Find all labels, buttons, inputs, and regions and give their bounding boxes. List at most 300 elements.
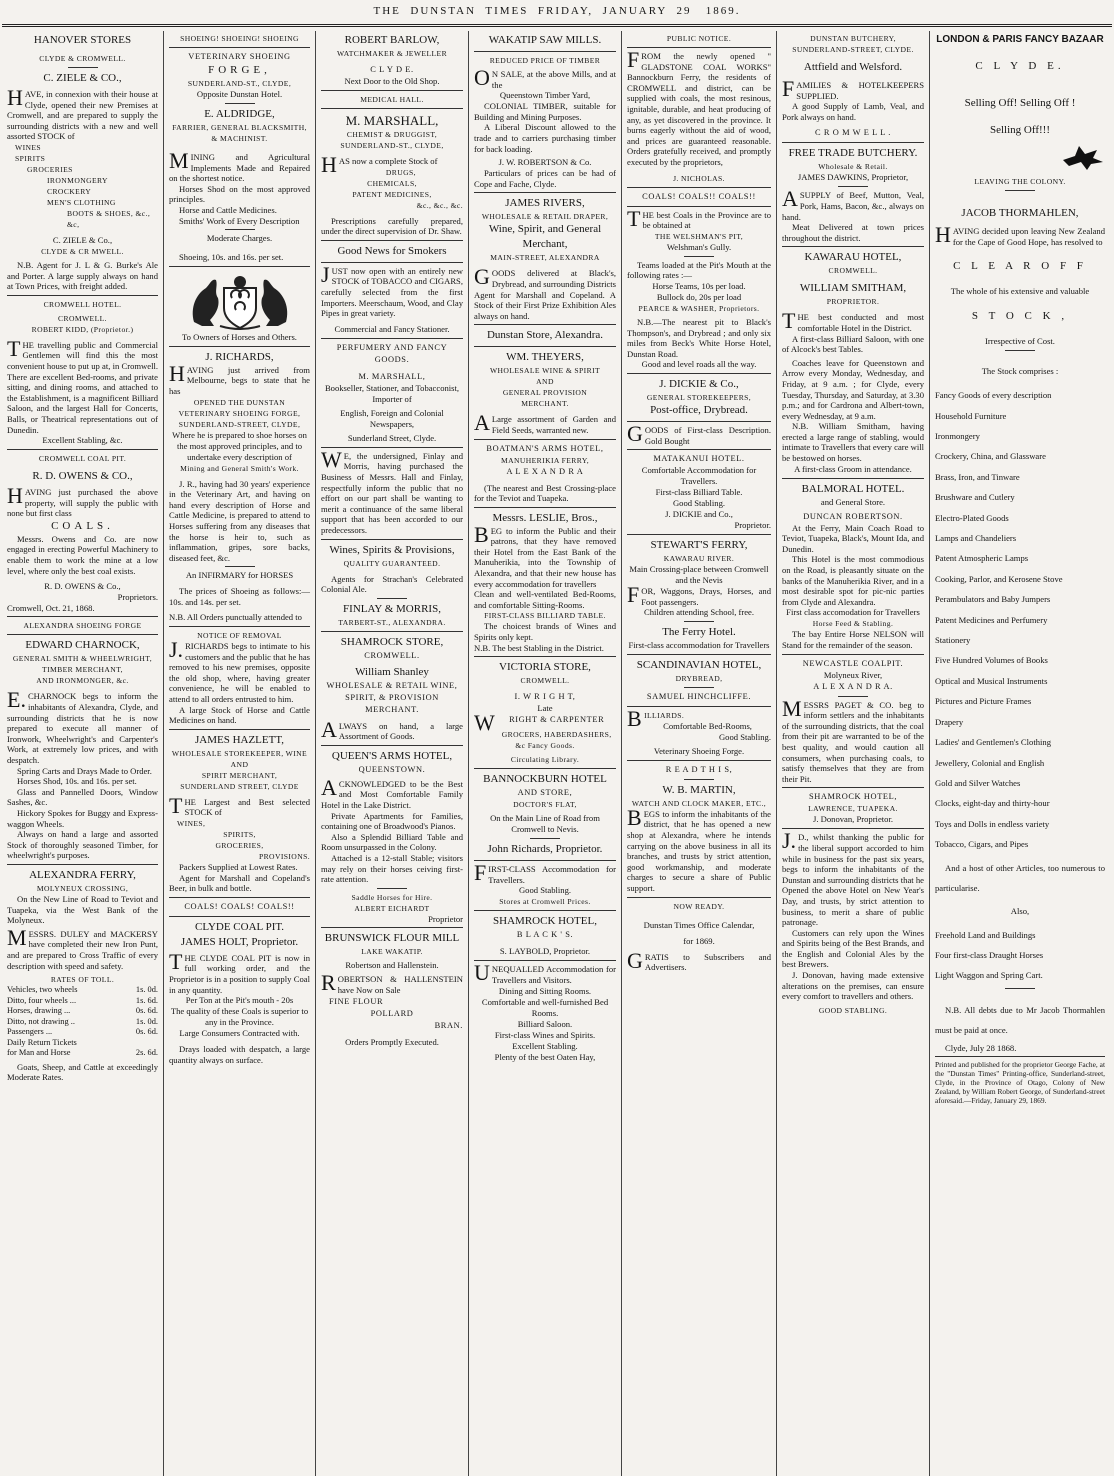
vet-forge: FORGE, xyxy=(208,64,271,76)
owens-coals: COALS. xyxy=(51,519,114,532)
list-item: Five Hundred Volumes of Books xyxy=(935,655,1048,666)
wines-agents: Agents for Strachan's Celebrated Colonial Ale. xyxy=(321,573,463,595)
pit-quality: The quality of these Coals is superior to any in the Province. xyxy=(170,1006,309,1028)
marshall-street: SUNDERLAND-ST., CLYDE, xyxy=(340,141,444,150)
freehold: Freehold Land and Buildings xyxy=(935,929,1036,940)
aldridge-trade: FARRIER, GENERAL BLACKSMITH, & MACHINIST. xyxy=(172,123,307,143)
column-6 xyxy=(777,31,930,1476)
ziele-item: MEN'S CLOTHING xyxy=(47,197,116,207)
richards-street: SUNDERLAND-STREET, CLYDE, xyxy=(178,419,301,429)
tolls-table xyxy=(7,985,158,1059)
hazlett-and: AND xyxy=(230,759,249,769)
list-item: Ironmongery xyxy=(935,431,980,441)
theyers-body: ALarge assortment of Garden and Field Seeds, warranted new. xyxy=(474,410,616,436)
queens-billiard: Also a Splendid Billiard Table and Room unsurpassed in the Colony. xyxy=(321,831,463,853)
brunswick-item: FINE FLOUR xyxy=(329,996,384,1006)
hazlett-name: JAMES HAZLETT, xyxy=(194,733,284,746)
wright-late: Late xyxy=(537,703,553,714)
cromwell-hotel-stabling: Excellent Stabling, &c. xyxy=(42,435,123,446)
shamrock-store: SHAMROCK STORE, xyxy=(340,635,444,648)
attfield: Attfield and Welsford. xyxy=(803,61,903,73)
barlow-next: Next Door to the Old Shop. xyxy=(344,76,440,86)
charnock-body: E.CHARNOCK begs to inform the inhabitants of Alexandra, Clyde, and surrounding districts that he is now prepared to execute all manner of Ironwork, Wheelwright's and Carpenter's Work, at extremely low prices, and with despatch. xyxy=(7,687,158,765)
richards-exp: J. R., having had 30 years' experience in the Veterinary Art, and having on hand every description of Horse and Cattle Medicine, is prepared to attend to Horses suffering from any diseases that the horse is heir to, such as inflammation, gripes, sore backs, diseased feet, &c. xyxy=(169,478,310,563)
leslie-rooms: Clean and well-ventilated Bed-Rooms, and comfortable Sitting-Rooms. xyxy=(474,589,616,610)
stewarts-body: Main Crossing-place between Cromwell and the Nevis xyxy=(629,564,769,586)
laybold-body: UNEQUALLED Accommodation for Travellers and Visitors. xyxy=(474,960,616,986)
list-item: Fancy Goods of every description xyxy=(935,390,1052,401)
list-item: Clocks, eight-day and thirty-hour xyxy=(935,798,1050,809)
masthead: THE DUNSTAN TIMES FRIDAY, JANUARY 29 1869. xyxy=(2,0,1112,27)
toll-row: Daily Return Tickets xyxy=(7,1037,77,1047)
owens-sign: R. D. OWENS & Co., xyxy=(44,581,121,592)
duncan-accom: First class accomodation for Travellers xyxy=(786,607,920,618)
dawkins: JAMES DAWKINS, Proprietor, xyxy=(797,172,909,183)
now-ready: NOW READY. xyxy=(673,901,725,911)
boatmans-town: A L E X A N D R A xyxy=(506,466,584,476)
bookseller: Bookseller, Stationer, and Tobacconist, Importer of xyxy=(324,382,460,404)
charnock-hickory: Hickory Spokes for Buggy and Express-waggon Wheels. xyxy=(7,807,158,829)
leslie-wines: The choicest brands of Wines and Spirits only kept. xyxy=(474,621,616,643)
ziele-sign-town: CLYDE & CR MWELL. xyxy=(41,246,124,256)
smitham-prop: PROPRIETOR. xyxy=(826,297,880,307)
ferry-hotel-body: First-class accommodation for Travellers xyxy=(628,640,770,651)
ferry-hotel: The Ferry Hotel. xyxy=(662,626,736,639)
matakanui-body: Comfortable Accommodation for Travellers. xyxy=(641,465,757,487)
cromwell-hotel-body: THE travelling public and Commercial Gentlemen will find this the most convenient house to put up at, in Cromwell. There are excellent Bed-rooms, and private sitting, and dining rooms, and attached to the Establishment, is a magnificent Billiard Saloon, and the largest Hall for Concerts, Balls, or Theatrical representations out of Dunedin. xyxy=(7,335,158,435)
wright-trade: GROCERS, HABERDASHERS, &c Fancy Goods. xyxy=(501,730,612,751)
matakanui-billiard: First-class Billiard Table. xyxy=(655,487,743,498)
list-item: Crockery, China, and Glassware xyxy=(935,451,1046,462)
laybold-stabling: Excellent Stabling. xyxy=(512,1040,578,1051)
list-item: Brass, Iron, and Tinware xyxy=(935,471,1020,482)
ferry-sub: MOLYNEUX CROSSING, xyxy=(36,883,129,893)
list-item: Brushware and Cutlery xyxy=(935,492,1015,503)
jr-stabling: Good Stabling. xyxy=(518,885,572,896)
toll-row: Ditto, four wheels ... 1s. 6d. xyxy=(7,995,158,1005)
dunstan-store: Dunstan Store, Alexandra. xyxy=(486,329,604,342)
smokers-heading: Good News for Smokers xyxy=(337,244,447,257)
ziele-item: IRONMONGERY xyxy=(47,175,108,185)
richards-body2: Where he is prepared to shoe horses on the most approved principles, and to undertake every description of xyxy=(172,429,307,462)
vet-street: SUNDERLAND-ST., CLYDE, xyxy=(187,79,292,88)
rivers-street: MAIN-STREET, ALEXANDRA xyxy=(490,253,600,263)
thormahlen-body: HAVING decided upon leaving New Zealand for the Cape of Good Hope, has resolved to xyxy=(935,222,1105,247)
list-item: Patent Atmospheric Lamps xyxy=(935,553,1029,564)
notice-body: FROM the newly opened " GLADSTONE COAL WORKS" Bannockburn Ferry, the residents of CROMWELL and district, can be supplied with coals, the most resinous, ignitable, durable, and heat producing of any, as yet discovered in the province. It burns eagerly without the aid of wood, and prices are guaranteed reasonable. Orders gratefully received, and promptly executed by the proprietors, xyxy=(627,47,771,167)
vet-opposite: Opposite Dunstan Hotel. xyxy=(196,89,283,99)
sunderland: Sunderland Street, Clyde. xyxy=(347,432,437,443)
theyers-trade: WHOLESALE WINE & SPIRIT xyxy=(489,366,601,376)
smitham-coaches: Coaches leave for Queenstown and Arrow every Monday, Wednesday, and Friday, at 9 a.m. ; for Clyde, every Tuesday, Thursday, and Saturday, at 3.30 p.m.; and for Cardrona and Albert-town, every Wednesday, at 9 a.m. xyxy=(782,357,924,421)
laybold-wines: First-class Wines and Spirits. xyxy=(494,1029,596,1040)
molyneux: Molyneux River, xyxy=(823,669,883,680)
cromwell-hotel-town: CROMWELL. xyxy=(58,313,107,323)
laybold-prop: S. LAYBOLD, Proprietor. xyxy=(499,946,591,957)
smokers-body: JUST now open with an entirely new STOCK of TOBACCO and CIGARS, carefully selected from the first Importers. Meerschaum, Wood, and Clay Pipes in great variety. xyxy=(321,261,463,319)
robertson: Robertson and Hallenstein. xyxy=(345,960,439,971)
attfield-supply: A good Supply of Lamb, Veal, and Pork always on hand. xyxy=(782,101,924,122)
aldridge-shoeing: Shoeing, 10s. and 16s. per set. xyxy=(179,252,284,263)
dickie-name: J. DICKIE & Co., xyxy=(659,378,739,391)
charnock-timber: Always on hand a large and assorted Stock of thoroughly seasoned Timber, for wheelwright's purposes. xyxy=(7,829,158,861)
boatmans-title: BOATMAN'S ARMS HOTEL, xyxy=(486,443,604,453)
cromwell-6: C R O M W E L L . xyxy=(814,128,892,138)
ziele-body: HAVE, in connexion with their house at Clyde, opened their new Premises at Cromwell, and are prepared to supply the surrounding districts with a new and well assorted STOCK of xyxy=(7,85,158,142)
queens-body: ACKNOWLEDGED to be the Best and Most Comfortable Family Hotel in the Lake District. xyxy=(321,774,463,811)
dawkins-body: ASUPPLY of Beef, Mutton, Veal, Pork, Hams, Bacon, &c., always on hand. xyxy=(782,186,924,222)
removal-stock: A large Stock of Horse and Cattle Medicines on hand. xyxy=(169,704,310,726)
theyers-merch: MERCHANT. xyxy=(521,399,569,409)
shamrock-hotel-6: SHAMROCK HOTEL, xyxy=(808,792,898,802)
marshall2: M. MARSHALL, xyxy=(358,371,426,381)
marshall-body: HAS now a complete Stock of xyxy=(321,152,438,177)
jr-stores: Stores at Cromwell Prices. xyxy=(499,897,591,907)
duncan-nelson: The bay Entire Horse NELSON will Stand for the remainder of the season. xyxy=(782,629,924,650)
queens-apts: Private Apartments for Families, containing one of Broadwood's Pianos. xyxy=(321,810,463,832)
welshman-pit: THE WELSHMAN'S PIT, xyxy=(654,231,744,241)
richards-orders: N.B. All Orders punctually attended to xyxy=(169,612,302,623)
free-trade-sub: Wholesale & Retail. xyxy=(818,162,888,172)
smitham-billiard: A first-class Billiard Saloon, with one of Alcock's best Tables. xyxy=(782,333,924,355)
barlow-trade: WATCHMAKER & JEWELLER xyxy=(336,49,448,58)
list-item: Lamps and Chandeliers xyxy=(935,533,1017,544)
nicholas: J. NICHOLAS. xyxy=(673,173,725,183)
owners-heading: To Owners of Horses and Others. xyxy=(182,331,297,342)
pit-drays: Drays loaded with despatch, a large quantity always on surface. xyxy=(169,1044,310,1065)
infirmary: An INFIRMARY for HORSES xyxy=(185,570,294,581)
charnock-sub: AND IRONMONGER, &c. xyxy=(36,676,129,686)
smitham-groom: A first-class Groom in attendance. xyxy=(794,463,912,474)
barlow-name: ROBERT BARLOW, xyxy=(344,34,440,46)
laybold-rooms: Dining and Sitting Rooms. xyxy=(498,985,592,996)
coals-body: THE best Coals in the Province are to be obtained at xyxy=(627,205,771,231)
timber-heading: REDUCED PRICE OF TIMBER xyxy=(489,56,601,65)
teams-roads: Good and level roads all the way. xyxy=(641,359,757,370)
owens-heading: R. D. OWENS & CO., xyxy=(32,470,133,483)
teams-body: Teams loaded at the Pit's Mouth at the following rates :— xyxy=(627,259,771,281)
waggon: Light Waggon and Spring Cart. xyxy=(935,969,1043,980)
theyers-name: WM. THEYERS, xyxy=(506,351,584,364)
public-notice: PUBLIC NOTICE. xyxy=(666,34,732,43)
timber-body2: COLONIAL TIMBER, suitable for Building and Mining Purposes. xyxy=(474,101,616,122)
leslie-billiard: FIRST-CLASS BILLIARD TABLE. xyxy=(484,611,606,621)
timber-body: ON SALE, at the above Mills, and at the xyxy=(474,65,616,90)
column-5 xyxy=(622,31,777,1476)
rivers-wine: Wine, Spirit, and General Merchant, xyxy=(488,223,602,251)
shanley-name: William Shanley xyxy=(355,665,429,678)
balmoral-store: and General Store. xyxy=(820,496,886,507)
leaving-colony: LEAVING THE COLONY. xyxy=(974,177,1066,186)
list-item: Pictures and Picture Frames xyxy=(935,696,1032,707)
ferry-title: ALEXANDRA FERRY, xyxy=(29,868,136,881)
charnock-sub: GENERAL SMITH & WHEELWRIGHT, xyxy=(12,654,153,664)
stock: S T O C K , xyxy=(971,310,1069,323)
bazaar-title: LONDON & PARIS FANCY BAZAAR xyxy=(936,34,1104,45)
tolls-title: RATES OF TOLL. xyxy=(50,975,115,985)
timber-sign: J. W. ROBERTSON & Co. xyxy=(498,157,592,168)
owens-body: HAVING just purchased the above property, will supply the public with none but first class xyxy=(7,483,158,519)
brunswick-item: BRAN. xyxy=(434,1020,463,1030)
hanover-sub: CLYDE & CROMWELL. xyxy=(39,54,126,63)
pit-ton: Per Ton at the Pit's mouth - 20s xyxy=(185,995,294,1006)
free-trade-title: FREE TRADE BUTCHERY. xyxy=(788,147,918,160)
billiards: BILLIARDS. xyxy=(627,706,685,732)
wakatip-title: WAKATIP SAW MILLS. xyxy=(488,34,602,46)
debts-nb: N.B. All debts due to Mr Jacob Thormahlen must be paid at once. xyxy=(935,1004,1105,1035)
rivers-name: JAMES RIVERS, xyxy=(505,197,585,210)
perfumery: PERFUMERY AND FANCY GOODS. xyxy=(336,342,448,364)
bazaar-date: Clyde, July 28 1868. xyxy=(945,1042,1017,1053)
aldridge-horses: Horses Shod on the most approved principles. xyxy=(169,183,310,205)
ziele-sign: C. ZIELE & Co., xyxy=(52,234,113,245)
richards-name: J. RICHARDS, xyxy=(205,350,274,363)
martin-name: W. B. MARTIN, xyxy=(662,783,736,796)
marshall-item: PATENT MEDICINES, xyxy=(352,189,432,199)
queens-town: QUEENSTOWN. xyxy=(358,764,426,774)
stewarts-title: STEWART'S FERRY, xyxy=(650,539,748,552)
bannockburn-and: AND STORE, xyxy=(517,788,573,798)
timber-discount: A Liberal Discount allowed to the trade and to carriers purchasing timber for back loading. xyxy=(474,122,616,154)
teams-nb: N.B.—The nearest pit to Black's Thompson's, and Drybread ; and only six miles from Beck's White Horse Hotel, Dunstan Road. xyxy=(627,316,771,359)
victoria-title: VICTORIA STORE, xyxy=(499,661,591,674)
ziele-item: BOOTS & SHOES, &c., &c, xyxy=(67,208,151,229)
dickie-office: Post-office, Drybread. xyxy=(650,404,748,417)
richards-forge: VETERINARY SHOEING FORGE, xyxy=(178,408,301,418)
comprises: The Stock comprises : xyxy=(981,366,1059,377)
selling-off-1: Selling Off! Selling Off ! xyxy=(964,97,1076,109)
richards-prices: The prices of Shoeing as follows:—10s. and 14s. per set. xyxy=(169,586,310,607)
jr-body: FIRST-CLASS Accommodation for Travellers. xyxy=(474,860,616,886)
hazlett-item: PROVISIONS. xyxy=(258,852,310,861)
bannockburn-road: On the Main Line of Road from Cromwell to Nevis. xyxy=(490,813,600,835)
timber-yard: Queenstown Timber Yard, xyxy=(499,90,591,101)
cromwell-hotel-prop: ROBERT KIDD, (Proprietor.) xyxy=(31,324,134,334)
kawarau-town: CROMWELL. xyxy=(828,266,878,276)
smitham-body: THE best conducted and most comfortable Hotel in the District. xyxy=(782,308,924,334)
hazlett-agent: Agent for Marshall and Copeland's Beer, in bulk and bottle. xyxy=(169,872,310,894)
english-papers: English, Foreign and Colonial Newspapers, xyxy=(340,407,444,429)
theyers-and: AND xyxy=(536,377,554,387)
marshall-item: &c., &c., &c. xyxy=(416,200,463,210)
charnock-heading: EDWARD CHARNOCK, xyxy=(25,639,140,652)
charnock-horses: Horses Shod, 10s. and 16s. per set. xyxy=(17,776,137,787)
list-item: Cooking, Parlor, and Kerosene Stove xyxy=(935,573,1063,584)
ferry-body2: MESSRS. DULEY and MACKERSY have completed their new Iron Punt, and are prepared to Cross Traffic of every description with speed and safety. xyxy=(7,924,158,971)
removal-title: NOTICE OF REMOVAL xyxy=(197,631,282,641)
donovan-body: J.D., whilst thanking the public for the liberal support accorded to him while in business for the past six years, begs to inform the inhabitants of the Dunstan and surrounding districts that he Opened the above Hotel on New Year's Day, and trusts, by strict attention to business, to merit a share of public patronage. xyxy=(782,828,924,928)
good-stabling-6: GOOD STABLING. xyxy=(818,1005,888,1015)
hazlett-sub: WHOLESALE STOREKEEPER, WINE xyxy=(171,748,308,758)
finlay-name: FINLAY & MORRIS, xyxy=(343,602,441,615)
hazlett-spirit: SPIRIT MERCHANT, xyxy=(201,770,278,780)
charnock-carts: Spring Carts and Drays Made to Order. xyxy=(17,765,152,776)
pearce: PEARCE & WASHER, Proprietors. xyxy=(638,303,760,313)
victoria-town: CROMWELL. xyxy=(520,676,570,686)
hazlett-packers: Packers Supplied at Lowest Rates. xyxy=(179,862,298,872)
scandinavian-title: SCANDINAVIAN HOTEL, xyxy=(636,659,762,672)
holt-prop: JAMES HOLT, Proprietor. xyxy=(180,935,299,948)
charnock-glass: Glass and Pannelled Doors, Window Sashes, &c. xyxy=(7,786,158,808)
pit-body: THE CLYDE COAL PIT is now in full working order, and the Proprietor is in a position to supply Coal in any quantity. xyxy=(169,948,310,995)
host-articles: And a host of other Articles, too numerous to particularise. xyxy=(935,862,1105,893)
donovan-alter: J. Donovan, having made extensive alterations on the premises, can ensure every comfort to travellers and others. xyxy=(782,970,924,1002)
columns xyxy=(2,31,1112,1476)
bannockburn-flat: DOCTOR'S FLAT, xyxy=(513,800,577,810)
thormahlen: JACOB THORMAHLEN, xyxy=(961,207,1079,219)
wines-quality: QUALITY GUARANTEED. xyxy=(343,558,441,568)
list-item: Gold and Silver Watches xyxy=(935,777,1021,788)
ziele-item: WINES xyxy=(15,142,42,152)
butchery-title: DUNSTAN BUTCHERY, xyxy=(810,34,896,43)
good-stabling: Good Stabling. xyxy=(718,732,771,743)
vet-forge-5: Veterinary Shoeing Forge. xyxy=(653,745,745,756)
rivers-body: GOODS delivered at Black's, Drybread, and surrounding Districts Agent for Marshall and Copeland. A Stock of their First Prize Exhibition Ales always on hand. xyxy=(474,264,616,321)
rivers-trade: WHOLESALE & RETAIL DRAPER, xyxy=(481,212,609,222)
toll-row: Passengers ... 0s. 6d. xyxy=(7,1027,158,1037)
list-item: Drapery xyxy=(935,716,964,727)
ferry-cattle: Goats, Sheep, and Cattle at exceedingly Moderate Rates. xyxy=(7,1061,158,1083)
list-item: Optical and Musical Instruments xyxy=(935,675,1048,686)
finlay-body: WE, the undersigned, Finlay and Morris, having purchased the Business of Messrs. Hall and Finlay, respectfully inform the public that no effort on our part shall be wanting to merit a continuance of the same liberal support that has been accorded to our predecessors. xyxy=(321,446,463,535)
duncan-body: At the Ferry, Main Coach Road to Teviot, Tuapeka, Black's, Mount Ida, and Dunedin. xyxy=(782,522,924,554)
paget-body: MESSRS PAGET & CO. beg to inform settlers and the inhabitants of the surrounding districts, that the coal from their pit are warranted to be of the best quality, and would caution all consumers, when purchasing coals, to satisfy themselves that they are from their Pit. xyxy=(782,695,924,784)
stewarts-children: Children attending School, free. xyxy=(643,607,755,618)
ziele-heading: C. ZIELE & CO., xyxy=(43,72,122,84)
list-item: Patent Medicines and Perfumery xyxy=(935,614,1048,625)
vet-title: VETERINARY SHOEING xyxy=(188,52,291,61)
column-3 xyxy=(316,31,469,1476)
martin-body: BEGS to inform the inhabitants of the district, that he has opened a new shop at Alexandra, where he intends carrying on the above business in all its branches, and trusts by strict attention, good workmanship, and moderate charges to secure a share of Public support. xyxy=(627,804,771,893)
toll-row: Ditto, not drawing .. 1s. 0d. xyxy=(7,1016,158,1026)
aldridge-name: E. ALDRIDGE, xyxy=(204,108,275,120)
shamrock-hotel-title: SHAMROCK HOTEL, xyxy=(493,915,597,928)
dickie2-name: J. DICKIE and Co., xyxy=(665,509,733,520)
alexandra-6: A L E X A N D R A. xyxy=(813,681,893,691)
cost: Irrespective of Cost. xyxy=(985,336,1055,347)
kawarau-hotel: KAWARAU HOTEL, xyxy=(804,251,902,264)
toll-row: Horses, drawing ... 0s. 6d. xyxy=(7,1006,158,1016)
aldridge-medicines: Horse and Cattle Medicines. xyxy=(179,204,277,215)
dickie2-prop: Proprietor. xyxy=(734,520,771,531)
list-item: Perambulators and Baby Jumpers xyxy=(935,594,1051,605)
teams-horse: Horse Teams, 10s per load. xyxy=(652,280,746,291)
brunswick-body: ROBERTSON & HALLENSTEIN have Now on Sale xyxy=(321,970,463,996)
coat-of-arms-icon xyxy=(180,270,300,332)
list-item: Stationery xyxy=(935,635,971,646)
marshall-name: M. MARSHALL, xyxy=(345,113,439,128)
clear-off: C L E A R O F F xyxy=(953,260,1087,273)
cromwell-hotel-title: CROMWELL HOTEL. xyxy=(43,299,122,309)
imprint: Printed and published for the proprietor George Fache, at the "Dunstan Times" Printing-office, Sunderland-street, Clyde, in the Province of Otago, Colony of New Zealand, by William Robert George, of Sunderland-street aforesaid.—Friday, January 29, 1869. xyxy=(935,1060,1105,1106)
list-item: Household Furniture xyxy=(935,410,1007,421)
removal-body: J.RICHARDS begs to intimate to his customers and the public that he has removed to his new premises, opposite the old shop, where, having greater convenience, he will be enabled to attend to all orders entrusted to him. xyxy=(169,637,310,705)
column-1 xyxy=(2,31,164,1476)
boatmans-ferry: MANUHERIKIA FERRY, xyxy=(500,455,590,465)
jr-prop: John Richards, Proprietor. xyxy=(487,843,603,856)
pit-contracts: Large Consumers Contracted with. xyxy=(179,1028,300,1039)
coals-heading: COALS! COALS! COALS!! xyxy=(184,901,295,911)
duncan-horse: Horse Feed & Stabling. xyxy=(812,619,894,629)
for-year: for 1869. xyxy=(683,935,715,946)
owens-props: Proprietors. xyxy=(117,592,158,603)
bazaar-clyde: C L Y D E. xyxy=(975,60,1065,72)
ziele-item: GROCERIES xyxy=(27,164,73,174)
stock-list xyxy=(935,385,1105,854)
laybold-hay: Plenty of the best Oaten Hay, xyxy=(494,1051,596,1062)
martin-trade: WATCH AND CLOCK MAKER, ETC., xyxy=(631,798,767,808)
gratis: GRATIS to Subscribers and Advertisers. xyxy=(627,947,771,973)
brunswick-item: POLLARD xyxy=(370,1008,414,1018)
aldridge-smith: Smiths' Work of Every Description xyxy=(179,215,300,226)
marshall-trade: CHEMIST & DRUGGIST, xyxy=(346,130,438,139)
drybread: DRYBREAD, xyxy=(675,674,723,684)
shamrock-blacks: B L A C K ' S. xyxy=(516,930,574,940)
matakanui-stabling: Good Stabling. xyxy=(672,498,726,509)
shamrock-store-town: CROMWELL. xyxy=(364,650,420,660)
butchery-street: SUNDERLAND-STREET, CLYDE. xyxy=(792,45,914,54)
charnock-sub: TIMBER MERCHANT, xyxy=(42,665,123,675)
eichardt-prop: Proprietor xyxy=(428,913,463,924)
bannockburn-title: BANNOCKBURN HOTEL xyxy=(483,773,607,786)
toll-row: for Man and Horse 2s. 6d. xyxy=(7,1048,158,1058)
duncan-name: DUNCAN ROBERTSON. xyxy=(803,511,903,521)
leslie-body: BEG to inform the Public and their patrons, that they have removed their Hotel from the East Bank of the Manuherikia, into the Township of Alexandra, and that their new house has every accommodation for travellers xyxy=(474,521,616,589)
laybold-bed: Comfortable and well-furnished Bed Rooms. xyxy=(481,996,609,1018)
shanley-trade: WHOLESALE & RETAIL WINE, SPIRIT, & PROVISION MERCHANT. xyxy=(326,680,458,714)
queens-title: QUEEN'S ARMS HOTEL, xyxy=(331,749,453,762)
hazlett-street: SUNDERLAND STREET, CLYDE xyxy=(180,781,299,791)
column-2 xyxy=(164,31,316,1476)
richards-work: Mining and General Smith's Work. xyxy=(180,463,299,473)
theyers-gen: GENERAL PROVISION xyxy=(502,388,588,398)
wright-firm: WRIGHT & CARPENTER xyxy=(474,710,605,736)
shoeing-header: SHOEING! SHOEING! SHOEING xyxy=(180,34,299,43)
smitham: WILLIAM SMITHAM, xyxy=(799,282,907,295)
dawkins-meat: Meat Delivered at town prices throughout the district. xyxy=(782,222,924,243)
owens-date: Cromwell, Oct. 21, 1868. xyxy=(7,602,95,613)
list-item: Ladies' and Gentlemen's Clothing xyxy=(935,737,1051,748)
richards-body: HAVING just arrived from Melbourne, begs to state that he has xyxy=(169,360,310,396)
list-item: Toys and Dolls in endless variety xyxy=(935,818,1050,829)
shanley-body: ALWAYS on hand, a large Assortment of Goods. xyxy=(321,716,463,742)
timber-particulars: Particulars of prices can be had of Cope and Fache, Clyde. xyxy=(474,168,616,189)
medical-hall: MEDICAL HALL. xyxy=(360,95,424,104)
marshall-item: DRUGS, xyxy=(385,167,416,177)
duncan-body2: This Hotel is the most commodious on the Road, is pleasantly situate on the banks of the Manuherikia River, and in a most desirable spot for pic-nic parties from Clyde and Alexandra. xyxy=(782,554,924,607)
queens-stable: Attached is a 12-stall Stable; visitors may rely on their horses ceiving first-rate attention. xyxy=(321,853,463,885)
donovan-wines: Customers can rely upon the Wines and Spirits being of the Best Brands, and the English and Colonial Ales by the best Brewers. xyxy=(782,927,924,970)
hazlett-item: WINES, xyxy=(177,819,206,828)
hinchcliffe: SAMUEL HINCHCLIFFE. xyxy=(646,692,752,702)
alex-forge-title: ALEXANDRA SHOEING FORGE xyxy=(23,621,142,631)
aldridge-mining: MINING and Agricultural Implements Made and Repaired on the shortest notice. xyxy=(169,148,310,184)
boatmans-body: (The nearest and Best Crossing-place for the Teviot and Tuapeka. xyxy=(474,482,616,504)
attfield-body: FAMILIES & HOTELKEEPERS SUPPLIED. xyxy=(782,76,924,101)
kawarau-river: KAWARAU RIVER. xyxy=(663,554,735,564)
list-item: Jewellery, Colonial and English xyxy=(935,757,1045,768)
toll-row: Vehicles, two wheels 1s. 0d. xyxy=(7,985,158,995)
dickie-body: GOODS of First-class Description. Gold Bought xyxy=(627,421,771,447)
richards-opened: OPENED THE DUNSTAN xyxy=(193,397,286,407)
read-this: R E A D T H I S, xyxy=(665,764,733,774)
laybold-billiard: Billiard Saloon. xyxy=(517,1018,573,1029)
welshman-gully: Welshman's Gully. xyxy=(666,241,732,252)
hazlett-item: GROCERIES, xyxy=(215,841,264,850)
hazlett-body: THE Largest and Best selected STOCK of xyxy=(169,792,310,818)
brunswick-orders: Orders Promptly Executed. xyxy=(345,1036,439,1047)
finlay-street: TARBERT-ST., ALEXANDRA. xyxy=(338,617,446,627)
